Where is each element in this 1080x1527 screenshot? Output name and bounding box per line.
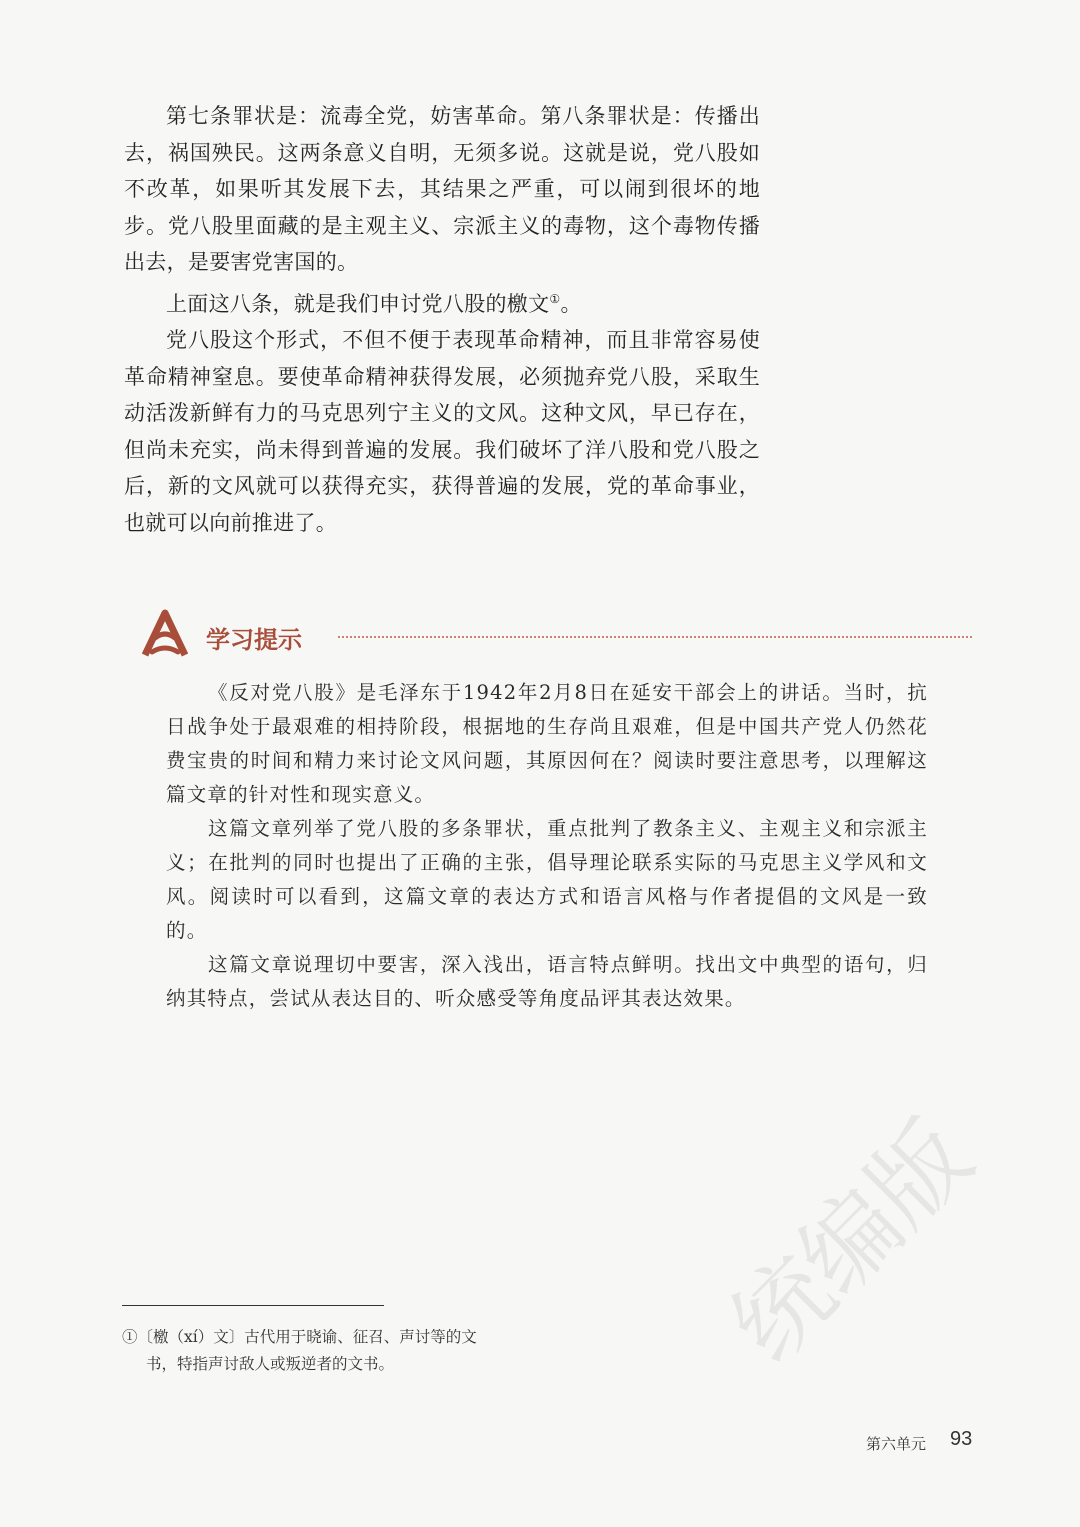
main-paragraph-2-text: 上面这八条，就是我们申讨党八股的檄文 <box>166 291 550 316</box>
tips-paragraph-2: 这篇文章列举了党八股的多条罪状，重点批判了教条主义、主观主义和宗派主义；在批判的同时也提出了正确的主张，倡导理论联系实际的马克思主义学风和文风。阅读时可以看到，这篇文章的表达方式和语言风格与作者提倡的文风是一致的。 <box>166 817 928 942</box>
tips-paragraph-1: 《反对党八股》是毛泽东于1942年2月8日在延安干部会上的讲话。当时，抗日战争处于最艰难的相持阶段，根据地的生存尚且艰难，但是中国共产党人仍然花费宝贵的时间和精力来讨论文风问题，其原因何在？阅读时要注意思考，以理解这篇文章的针对性和现实意义。 <box>166 681 928 806</box>
watermark-text: 统编版 <box>709 1099 993 1383</box>
footnote-reference: ① <box>549 291 561 306</box>
study-tips-title: 学习提示 <box>206 626 302 654</box>
main-paragraph-3: 党八股这个形式，不但不便于表现革命精神，而且非常容易使革命精神窒息。要使革命精神获得发展，必须抛弃党八股，采取生动活泼新鲜有力的马克思列宁主义的文风。这种文风，早已存在，但尚未充实，尚未得到普遍的发展。我们破坏了洋八股和党八股之后，新的文风就可以获得充实，获得普遍的发展，党的革命事业，也就可以向前推进了。 <box>124 328 760 535</box>
main-text <box>124 98 760 541</box>
footnote-divider <box>122 1305 384 1306</box>
study-tips-icon <box>142 608 188 658</box>
dotted-divider <box>338 636 972 638</box>
footnote-line-1: ①〔檄（xí）文〕古代用于晓谕、征召、声讨等的文 <box>122 1328 477 1346</box>
main-paragraph-2-end: 。 <box>560 291 582 316</box>
unit-label: 第六单元 <box>866 1435 927 1453</box>
main-paragraph-1: 第七条罪状是：流毒全党，妨害革命。第八条罪状是：传播出去，祸国殃民。这两条意义自明，无须多说。这就是说，党八股如不改革，如果听其发展下去，其结果之严重，可以闹到很坏的地步。党八股里面藏的是主观主义、宗派主义的毒物，这个毒物传播出去，是要害党害国的。 <box>124 104 760 274</box>
main-paragraph-2 <box>124 281 760 323</box>
page-number: 93 <box>950 1428 973 1450</box>
study-tips-body <box>166 676 928 1016</box>
watermark <box>700 1090 1000 1390</box>
footnote-line-2: 书，特指声讨敌人或叛逆者的文书。 <box>146 1355 395 1373</box>
tips-paragraph-3: 这篇文章说理切中要害，深入浅出，语言特点鲜明。找出文中典型的语句，归纳其特点，尝试从表达目的、听众感受等角度品评其表达效果。 <box>166 953 928 1010</box>
study-tips-header <box>142 608 972 664</box>
footnote <box>122 1324 522 1378</box>
